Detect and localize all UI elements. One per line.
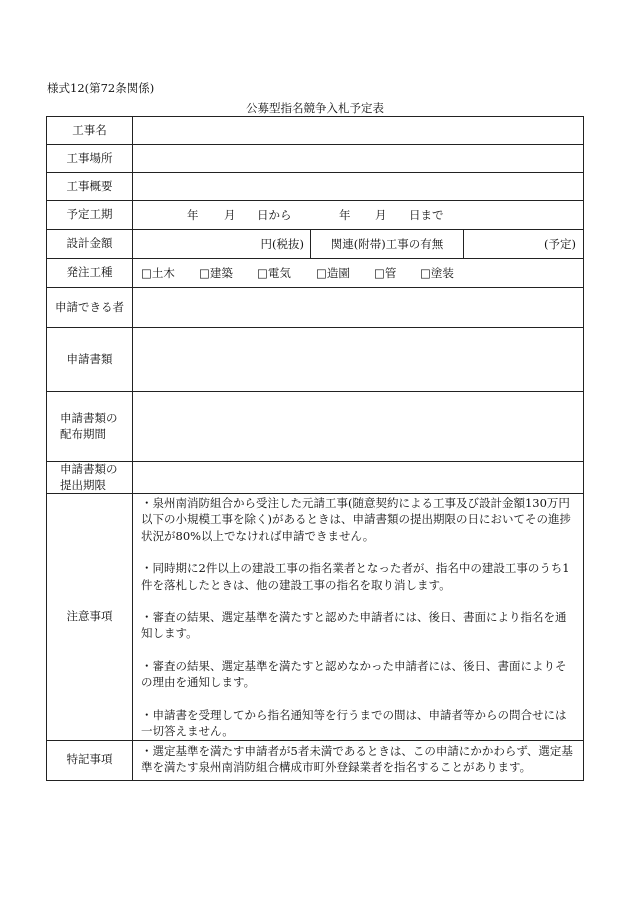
related-work-planned: (予定) <box>544 237 576 251</box>
application-documents-value[interactable] <box>133 328 584 392</box>
table-row <box>47 201 584 230</box>
table-row <box>47 259 584 288</box>
design-amount-row <box>133 230 584 259</box>
precaution-note-4: ・審査の結果、選定基準を満たすと認めなかった申請者には、後日、書面によりその理由を通知します。 <box>141 658 567 690</box>
work-type-options <box>133 259 584 288</box>
design-amount-label: 設計金額 <box>47 230 133 259</box>
precaution-note-3: ・審査の結果、選定基準を満たすと認めた申請者には、後日、書面により指名を通知します。 <box>141 610 567 641</box>
design-amount-value[interactable] <box>133 230 311 258</box>
special-note: ・選定基準を満たす申請者が5者未満であるときは、この申請にかかわらず、選定基準を満たす泉州南消防組合構成市町外登録業者を指名することがあります。 <box>141 743 573 774</box>
checkbox-kenchiku[interactable]: □建築 <box>199 266 233 280</box>
distribution-period-label <box>47 392 133 462</box>
precautions-value <box>133 494 584 740</box>
table-row <box>47 173 584 201</box>
period-year-to: 年 <box>339 208 351 222</box>
submission-deadline-label-line2: 提出期限 <box>60 477 106 492</box>
table-row <box>47 230 584 259</box>
table-row <box>47 740 584 780</box>
period-month-from: 月 <box>224 208 236 222</box>
period-day-to: 日まで <box>409 208 444 222</box>
table-row <box>47 328 584 392</box>
checkbox-toso[interactable]: □塗装 <box>420 266 454 280</box>
table-row <box>47 392 584 462</box>
submission-deadline-value[interactable] <box>133 462 584 494</box>
table-row <box>47 462 584 494</box>
checkbox-denki[interactable]: □電気 <box>257 266 291 280</box>
special-notes-value <box>133 740 584 780</box>
precautions-label: 注意事項 <box>47 494 133 740</box>
period-year-from: 年 <box>187 208 199 222</box>
construction-outline-value[interactable] <box>133 173 584 201</box>
checkbox-kan[interactable]: □管 <box>374 266 397 280</box>
precaution-note-2: ・同時期に2件以上の建設工事の指名業者となった者が、指名中の建設工事のうち1件を落札したときは、他の建設工事の指名を取り消します。 <box>141 561 570 592</box>
construction-site-label: 工事場所 <box>47 145 133 173</box>
scheduled-period-value[interactable] <box>133 201 584 230</box>
schedule-table <box>46 116 584 781</box>
precaution-note-5: ・申請書を受理してから指名通知等を行うまでの間は、申請者等からの問合せには一切答えません。 <box>141 707 567 739</box>
table-row <box>47 288 584 328</box>
submission-deadline-label <box>47 462 133 494</box>
special-notes-label: 特記事項 <box>47 740 133 780</box>
checkbox-zoen[interactable]: □造園 <box>316 266 350 280</box>
page-title: 公募型指名競争入札予定表 <box>246 101 384 115</box>
application-documents-label: 申請書類 <box>47 328 133 392</box>
period-day-from: 日から <box>257 208 292 222</box>
checkbox-doboku[interactable]: □土木 <box>141 266 175 280</box>
construction-name-label: 工事名 <box>47 117 133 145</box>
related-work-label: 関連(附帯)工事の有無 <box>311 230 464 258</box>
work-type-label: 発注工種 <box>47 259 133 288</box>
table-row <box>47 145 584 173</box>
construction-name-value[interactable] <box>133 117 584 145</box>
amount-unit: 円(税抜) <box>260 237 304 251</box>
distribution-period-label-line1: 申請書類の <box>60 410 118 425</box>
form-number-label: 様式12(第72条関係) <box>47 81 155 95</box>
table-row <box>47 117 584 145</box>
precaution-note-1: ・泉州南消防組合から受注した元請工事(随意契約による工事及び設計金額130万円以下の小規模工事を除く)があるときは、申請書類の提出期限の日においてその進捗状況が80%以上でなければ申請できません。 <box>141 496 571 543</box>
submission-deadline-label-line1: 申請書類の <box>60 462 118 476</box>
period-month-to: 月 <box>375 208 387 222</box>
scheduled-period-label: 予定工期 <box>47 201 133 230</box>
distribution-period-value[interactable] <box>133 392 584 462</box>
construction-outline-label: 工事概要 <box>47 173 133 201</box>
distribution-period-label-line2: 配布期間 <box>60 426 106 441</box>
eligible-applicants-value[interactable] <box>133 288 584 328</box>
eligible-applicants-label: 申請できる者 <box>47 288 133 328</box>
related-work-value[interactable] <box>464 230 583 258</box>
construction-site-value[interactable] <box>133 145 584 173</box>
table-row <box>47 494 584 740</box>
